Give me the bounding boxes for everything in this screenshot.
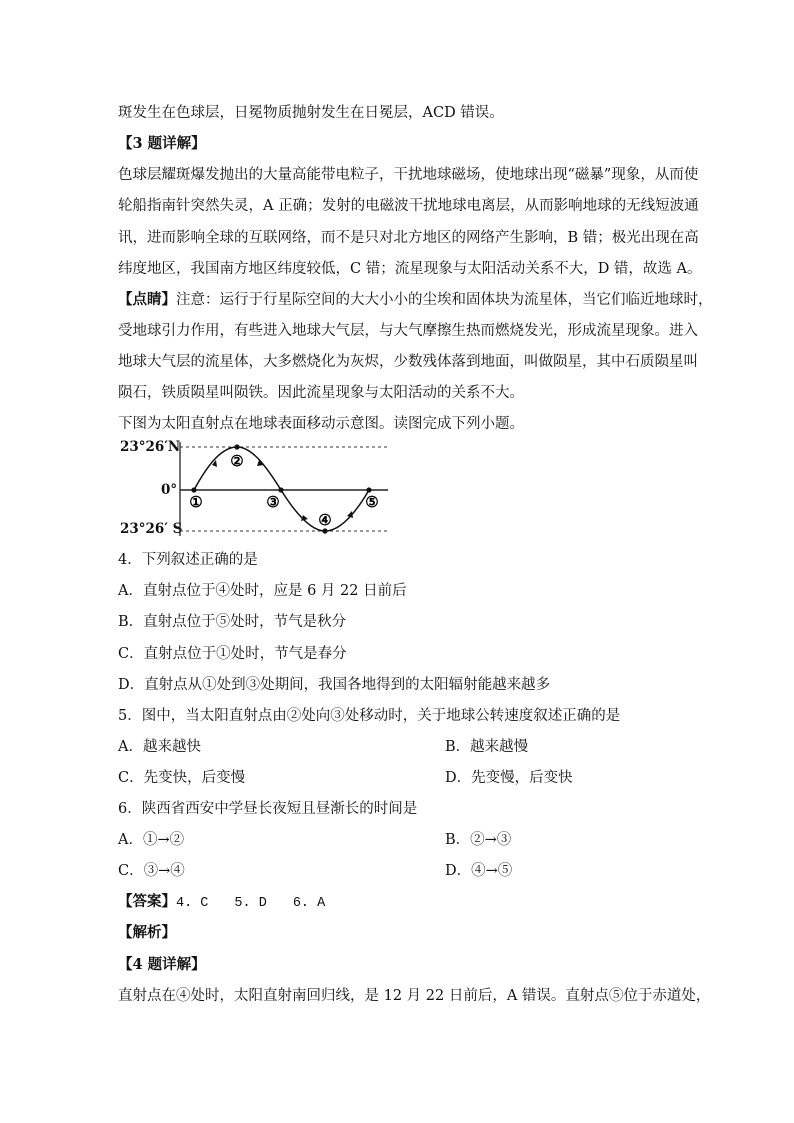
- point-3-dot: [278, 487, 283, 492]
- answer-item-6: 6. A: [292, 896, 326, 911]
- q4-option-d: D．直射点从①处到③处期间，我国各地得到的太阳辐射能越来越多: [118, 677, 551, 693]
- q6-option-a: A．①→②: [118, 832, 185, 848]
- q5-option-a: A．越来越快: [118, 739, 201, 755]
- q3-line-2: 轮船指南针突然失灵，A 正确；发射的电磁波干扰地球电离层，从而影响地球的无线短波通: [118, 198, 699, 214]
- q5-option-d: D．先变慢，后变快: [445, 770, 573, 786]
- q3-heading: 【3 题详解】: [118, 135, 206, 152]
- answer-item-5: 5. D: [234, 896, 267, 911]
- q3-line-3: 讯，进而影响全球的互联网络，而不是只对北方地区的网络产生影响，B 错；极光出现在高: [118, 230, 699, 246]
- point-1-dot: [191, 487, 196, 492]
- point-2-label: ②: [230, 452, 244, 470]
- q4-option-a: A．直射点位于④处时，应是 6 月 22 日前后: [118, 583, 407, 599]
- q5-option-c: C．先变快，后变慢: [118, 770, 246, 786]
- dianjing-line-4: 陨石，铁质陨星叫陨铁。因此流星现象与太阳活动的关系不大。: [118, 385, 524, 401]
- figure-intro: 下图为太阳直射点在地球表面移动示意图。读图完成下列小题。: [118, 416, 524, 432]
- subsolar-point-figure: [118, 436, 398, 540]
- answer-label: 【答案】: [118, 893, 176, 910]
- q4-detail-line: 直射点在④处时，太阳直射南回归线，是 12 月 22 日前后，A 错误。直射点⑤位于赤道处，: [118, 988, 711, 1004]
- point-5-label: ⑤: [365, 493, 379, 511]
- q6-option-b: B．②→③: [445, 832, 512, 848]
- q3-line-1: 色球层耀斑爆发抛出的大量高能带电粒子，干扰地球磁场，使地球出现“磁暴”现象，从而使: [118, 167, 699, 183]
- dianjing-line-1: [118, 290, 713, 310]
- q4-stem: 4．下列叙述正确的是: [118, 552, 258, 568]
- label-equator: 0°: [161, 482, 178, 498]
- dianjing-label: 【点睛】: [118, 291, 176, 308]
- arrow-rising-2: [347, 511, 353, 518]
- q6-stem: 6．陕西省西安中学昼长夜短且昼渐长的时间是: [118, 801, 418, 817]
- answer-line: [118, 892, 325, 914]
- dianjing-line-2: 受地球引力作用，有些进入地球大气层，与大气摩擦生热而燃烧发光，形成流星现象。进入: [118, 323, 698, 339]
- answer-item-4: 4. C: [176, 896, 209, 911]
- label-north-tropic: 23°26′N: [120, 439, 181, 455]
- subsolar-curve-svg: [118, 436, 398, 540]
- q5-stem: 5．图中，当太阳直射点由②处向③处移动时，关于地球公转速度叙述正确的是: [118, 708, 621, 724]
- point-4-dot: [322, 528, 327, 533]
- point-3-label: ③: [266, 493, 280, 511]
- q5-option-b: B．越来越慢: [445, 739, 529, 755]
- dianjing-text-1: 注意：运行于行星际空间的大大小小的尘埃和固体块为流星体，当它们临近地球时，: [176, 292, 713, 308]
- point-2-dot: [234, 444, 239, 449]
- point-4-label: ④: [318, 511, 332, 529]
- q3-line-4: 纬度地区，我国南方地区纬度较低，C 错；流星现象与太阳活动关系不大，D 错，故选 A。: [118, 261, 702, 277]
- q4-option-b: B．直射点位于⑤处时，节气是秋分: [118, 614, 347, 630]
- q4-option-c: C．直射点位于①处时，节气是春分: [118, 646, 347, 662]
- analysis-label: 【解析】: [118, 924, 176, 941]
- point-1-label: ①: [189, 493, 203, 511]
- q4-heading: 【4 题详解】: [118, 956, 206, 973]
- q6-option-c: C．③→④: [118, 863, 185, 879]
- intro-line: 斑发生在色球层，日冕物质抛射发生在日冕层，ACD 错误。: [118, 105, 504, 121]
- point-5-dot: [366, 487, 371, 492]
- q6-option-d: D．④→⑤: [445, 863, 513, 879]
- label-south-tropic: 23°26′ S: [120, 521, 183, 537]
- dianjing-line-3: 地球大气层的流星体，大多燃烧化为灰烬，少数残体落到地面，叫做陨星，其中石质陨星叫: [118, 354, 698, 370]
